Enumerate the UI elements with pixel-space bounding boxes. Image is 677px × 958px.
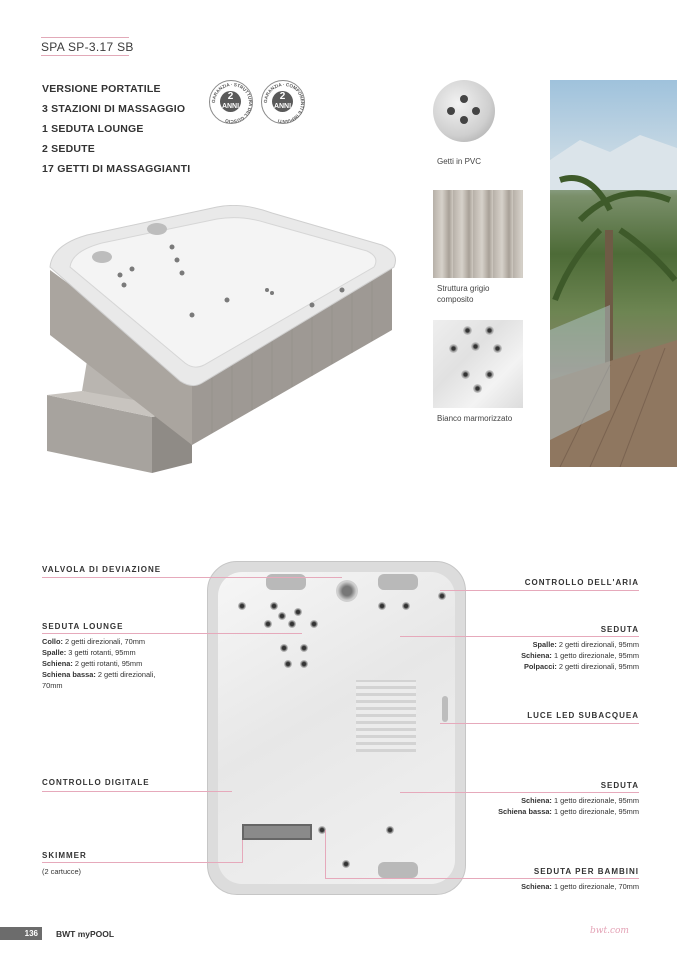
pvc-jet-image: [433, 80, 495, 142]
spa-top-view: [207, 561, 466, 895]
leader-line: [325, 830, 326, 878]
badge-center: 2 ANNI: [273, 91, 292, 110]
footwell-grate: [356, 680, 416, 752]
page-number: 136: [0, 927, 42, 940]
seat-2-details: Schiena: 1 getto direzionale, 95mm Schiena bassa: 1 getto direzionale, 95mm: [498, 796, 639, 816]
pillow-seat: [378, 574, 418, 590]
title-rule-top: [41, 37, 129, 38]
leader-line: [42, 633, 302, 634]
caption-pvc-jets: Getti in PVC: [437, 157, 482, 166]
seat-details: Spalle: 2 getti direzionali, 95mm Schiena: 1 getto direzionale, 95mm Polpacci: 2 getti direzionali, 95mm: [521, 640, 639, 671]
headrest: [92, 251, 112, 263]
warranty-badge-components: [261, 80, 305, 124]
leader-line: [400, 792, 639, 793]
brand-logo: bwt.com: [590, 926, 629, 936]
label-skimmer: SKIMMER: [42, 851, 87, 860]
leader-line: [440, 723, 639, 724]
lounge-seat-details: Collo: 2 getti direzionali, 70mm Spalle: 3 getti rotanti, 95mm Schiena: 2 getti rotanti, 95mm Schiena bassa: 2 getti direzionali, 70mm: [42, 637, 156, 690]
diverter-valve: [336, 580, 358, 602]
skimmer-note: (2 cartucce): [42, 867, 82, 876]
photo-scene: [550, 80, 677, 467]
caption-composite: Struttura grigio composito: [437, 284, 490, 304]
badge-center: 2 ANNI: [221, 91, 240, 110]
leader-line: [440, 590, 639, 591]
leader-line: [42, 862, 242, 863]
label-seat: SEDUTA: [600, 625, 639, 634]
feature-item: 1 SEDUTA LOUNGE: [42, 123, 144, 135]
feature-item: 3 STAZIONI DI MASSAGGIO: [42, 103, 186, 115]
page-title: SPA SP-3.17 SB: [41, 40, 134, 54]
kids-seat-details: Schiena: 1 getto direzionale, 70mm: [521, 882, 639, 891]
leader-line: [42, 791, 232, 792]
feature-item: 17 GETTI DI MASSAGGIANTI: [42, 163, 191, 175]
footer-brand: BWT myPOOL: [56, 929, 115, 939]
feature-item: 2 SEDUTE: [42, 143, 95, 155]
leader-line: [400, 636, 639, 637]
leader-line: [242, 840, 243, 863]
lakeside-photo: [550, 80, 677, 467]
label-kids-seat: SEDUTA PER BAMBINI: [533, 867, 639, 876]
label-led-light: LUCE LED SUBACQUEA: [527, 711, 639, 720]
marble-white-image: [433, 320, 523, 408]
feature-list: [42, 79, 190, 179]
title-rule-bottom: [41, 55, 129, 56]
label-air-control: CONTROLLO DELL'ARIA: [524, 578, 639, 587]
headrest: [147, 223, 167, 235]
svg-text:GARANZIA · COMPONENTI E IMPIAN: GARANZIA · COMPONENTI E IMPIANTI: [262, 81, 306, 125]
label-seat-2: SEDUTA: [600, 781, 639, 790]
top-view-basin: [218, 572, 455, 884]
label-diverter-valve: VALVOLA DI DEVIAZIONE: [42, 565, 162, 574]
feature-item: VERSIONE PORTATILE: [42, 83, 161, 95]
caption-marble: Bianco marmorizzato: [437, 414, 513, 423]
leader-line: [42, 577, 342, 578]
label-digital-control: CONTROLLO DIGITALE: [42, 778, 150, 787]
skimmer-opening: [242, 824, 312, 840]
led-light: [442, 696, 448, 722]
leader-line: [325, 878, 639, 879]
pillow-kids-seat: [378, 862, 418, 878]
label-lounge-seat: SEDUTA LOUNGE: [42, 622, 124, 631]
svg-text:GARANZIA · STRUTTURA DEL GUSCI: GARANZIA · STRUTTURA DEL GUSCIO: [210, 81, 254, 125]
spa-product-image: [42, 205, 402, 485]
grey-composite-image: [433, 190, 523, 278]
warranty-badge-shell: [209, 80, 253, 124]
